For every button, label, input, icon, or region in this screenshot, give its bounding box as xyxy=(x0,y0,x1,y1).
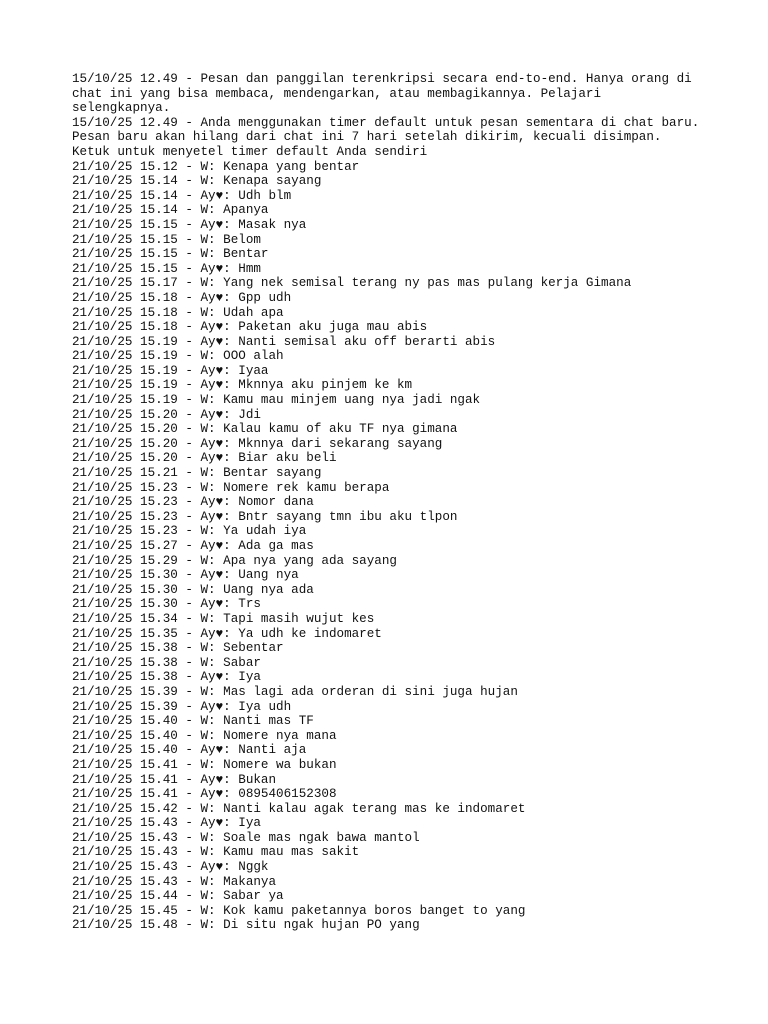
chat-line: 21/10/25 15.40 - W: Nanti mas TF xyxy=(72,714,314,729)
chat-line: 21/10/25 15.15 - Ay♥: Hmm xyxy=(72,261,261,276)
chat-line: 21/10/25 15.40 - W: Nomere nya mana xyxy=(72,728,337,743)
chat-line: 21/10/25 15.21 - W: Bentar sayang xyxy=(72,466,322,481)
chat-line: 21/10/25 15.35 - Ay♥: Ya udh ke indomaret xyxy=(72,626,382,641)
chat-line: 21/10/25 15.38 - Ay♥: Iya xyxy=(72,670,261,685)
chat-line: 21/10/25 15.43 - W: Kamu mau mas sakit xyxy=(72,845,360,860)
chat-line: Pesan baru akan hilang dari chat ini 7 hari setelah dikirim, kecuali disimpan. xyxy=(72,130,662,145)
chat-line: 21/10/25 15.15 - W: Belom xyxy=(72,232,261,247)
chat-line: 21/10/25 15.43 - Ay♥: Iya xyxy=(72,816,261,831)
chat-line: 21/10/25 15.15 - W: Bentar xyxy=(72,247,269,262)
chat-line: 21/10/25 15.17 - W: Yang nek semisal terang ny pas mas pulang kerja Gimana xyxy=(72,276,632,291)
chat-line: 21/10/25 15.43 - W: Makanya xyxy=(72,874,277,889)
chat-line: 21/10/25 15.14 - W: Kenapa sayang xyxy=(72,174,322,189)
chat-line: 21/10/25 15.43 - Ay♥: Nggk xyxy=(72,860,269,875)
chat-line: 21/10/25 15.15 - Ay♥: Masak nya xyxy=(72,217,307,232)
chat-line: 21/10/25 15.29 - W: Apa nya yang ada sayang xyxy=(72,553,397,568)
chat-line: 21/10/25 15.23 - W: Nomere rek kamu berapa xyxy=(72,480,390,495)
chat-line: 21/10/25 15.30 - Ay♥: Uang nya xyxy=(72,568,299,583)
chat-line: 21/10/25 15.42 - W: Nanti kalau agak terang mas ke indomaret xyxy=(72,801,526,816)
chat-line: 21/10/25 15.19 - Ay♥: Nanti semisal aku off berarti abis xyxy=(72,334,496,349)
chat-line: 21/10/25 15.18 - Ay♥: Paketan aku juga mau abis xyxy=(72,320,428,335)
chat-line: 21/10/25 15.27 - Ay♥: Ada ga mas xyxy=(72,539,314,553)
chat-line: 21/10/25 15.20 - Ay♥: Jdi xyxy=(72,407,261,422)
chat-line: chat ini yang bisa membaca, mendengarkan, atau membagikannya. Pelajari xyxy=(72,86,602,101)
chat-line: 21/10/25 15.23 - Ay♥: Bntr sayang tmn ibu aku tlpon xyxy=(72,509,458,524)
chat-line: 21/10/25 15.41 - Ay♥: 0895406152308 xyxy=(72,787,337,802)
chat-line: 21/10/25 15.39 - W: Mas lagi ada orderan di sini juga hujan xyxy=(72,684,518,699)
chat-line: 21/10/25 15.40 - Ay♥: Nanti aja xyxy=(72,743,307,758)
chat-line: 21/10/25 15.34 - W: Tapi masih wujut kes xyxy=(72,611,375,626)
chat-line: 21/10/25 15.14 - W: Apanya xyxy=(72,203,269,218)
chat-line: 21/10/25 15.20 - W: Kalau kamu of aku TF nya gimana xyxy=(72,422,458,437)
chat-line: 21/10/25 15.38 - W: Sabar xyxy=(72,655,261,670)
chat-line: 21/10/25 15.19 - W: OOO alah xyxy=(72,349,284,364)
chat-line: 15/10/25 12.49 - Anda menggunakan timer default untuk pesan sementara di chat baru. xyxy=(72,115,700,130)
chat-line: selengkapnya. xyxy=(72,101,171,116)
chat-line: 21/10/25 15.20 - Ay♥: Mknnya dari sekarang sayang xyxy=(72,436,443,451)
chat-line: 15/10/25 12.49 - Pesan dan panggilan terenkripsi secara end-to-end. Hanya orang di xyxy=(72,72,692,86)
chat-line: 21/10/25 15.41 - Ay♥: Bukan xyxy=(72,772,277,787)
chat-line: 21/10/25 15.41 - W: Nomere wa bukan xyxy=(72,757,337,772)
chat-line: 21/10/25 15.19 - W: Kamu mau minjem uang nya jadi ngak xyxy=(72,393,481,408)
chat-line: 21/10/25 15.45 - W: Kok kamu paketannya boros banget to yang xyxy=(72,903,526,918)
chat-export-document xyxy=(72,72,712,933)
chat-line: 21/10/25 15.14 - Ay♥: Udh blm xyxy=(72,188,292,203)
chat-line: 21/10/25 15.18 - Ay♥: Gpp udh xyxy=(72,290,292,305)
chat-line: Ketuk untuk menyetel timer default Anda sendiri xyxy=(72,144,428,159)
chat-line: 21/10/25 15.23 - Ay♥: Nomor dana xyxy=(72,495,314,510)
chat-line: 21/10/25 15.30 - W: Uang nya ada xyxy=(72,582,314,597)
chat-line: 21/10/25 15.38 - W: Sebentar xyxy=(72,641,284,656)
chat-line: 21/10/25 15.19 - Ay♥: Iyaa xyxy=(72,363,269,378)
chat-line: 21/10/25 15.19 - Ay♥: Mknnya aku pinjem ke km xyxy=(72,378,413,393)
chat-line: 21/10/25 15.23 - W: Ya udah iya xyxy=(72,524,307,539)
chat-line: 21/10/25 15.20 - Ay♥: Biar aku beli xyxy=(72,451,337,466)
chat-line: 21/10/25 15.44 - W: Sabar ya xyxy=(72,889,284,904)
chat-line: 21/10/25 15.43 - W: Soale mas ngak bawa mantol xyxy=(72,830,420,845)
chat-line: 21/10/25 15.39 - Ay♥: Iya udh xyxy=(72,699,292,714)
chat-line: 21/10/25 15.12 - W: Kenapa yang bentar xyxy=(72,159,360,174)
chat-line: 21/10/25 15.18 - W: Udah apa xyxy=(72,305,284,320)
chat-line: 21/10/25 15.30 - Ay♥: Trs xyxy=(72,597,261,612)
chat-line: 21/10/25 15.48 - W: Di situ ngak hujan PO yang xyxy=(72,918,420,933)
